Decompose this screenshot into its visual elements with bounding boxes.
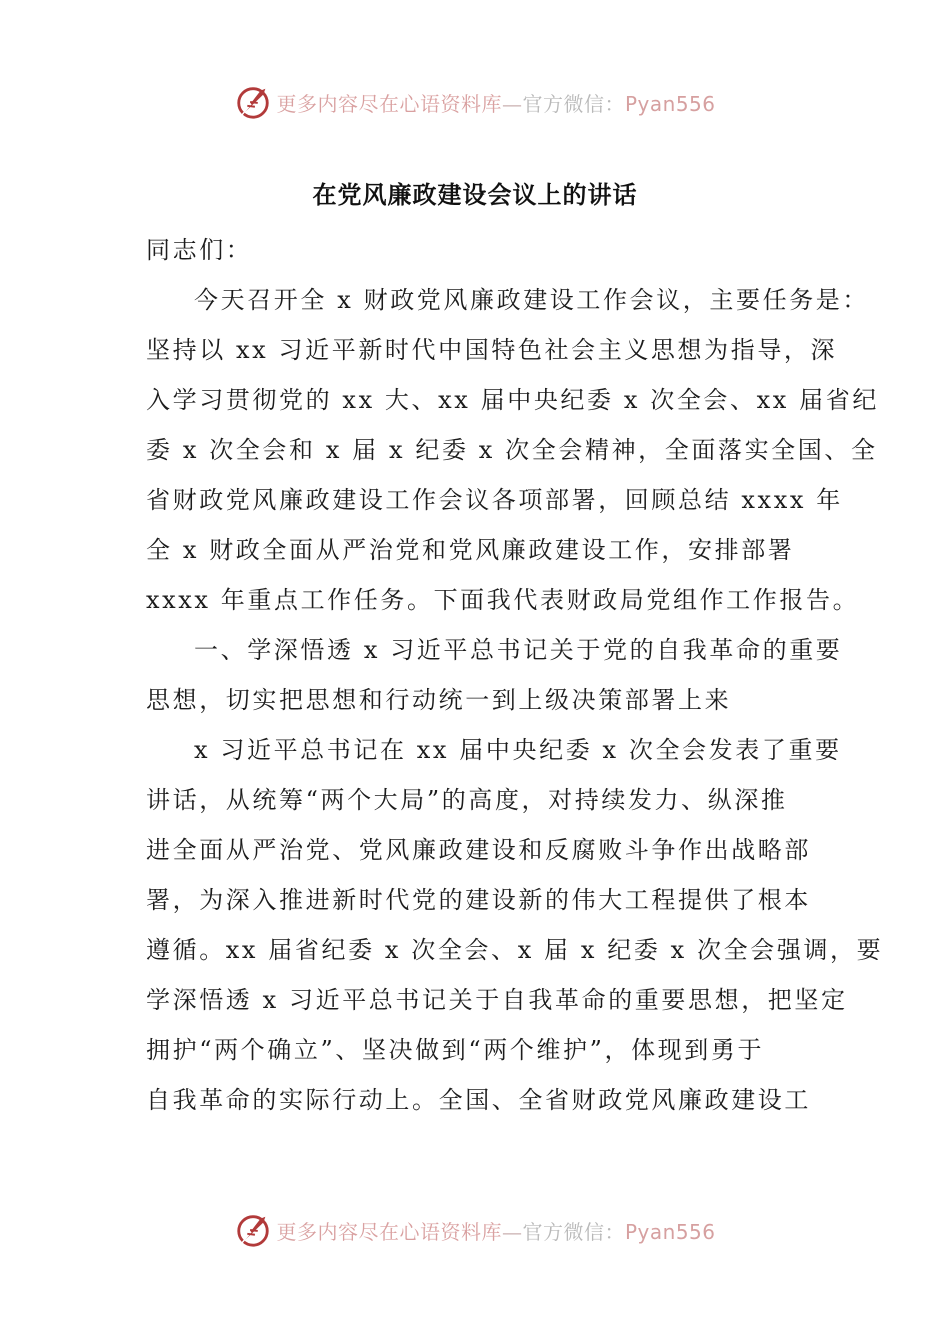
feather-pen-logo-icon bbox=[234, 83, 272, 121]
paragraph-line: 学深悟透 x 习近平总书记关于自我革命的重要思想，把坚定 bbox=[146, 986, 848, 1014]
document-body bbox=[146, 225, 884, 1125]
watermark-main-text: 更多内容尽在心语资料库 bbox=[276, 1219, 502, 1244]
footer-watermark bbox=[0, 1208, 950, 1252]
paragraph-line: 自我革命的实际行动上。全国、全省财政党风廉政建设工 bbox=[146, 1086, 811, 1114]
paragraph-line: 全 x 财政全面从严治党和党风廉政建设工作，安排部署 bbox=[146, 536, 795, 564]
watermark-text bbox=[276, 1216, 715, 1245]
salutation-line: 同志们： bbox=[146, 236, 253, 264]
watermark-contact-label: 官方微信： bbox=[522, 91, 625, 116]
paragraph-line: 委 x 次全会和 x 届 x 纪委 x 次全会精神，全面落实全国、全 bbox=[146, 436, 878, 464]
paragraph-line: 入学习贯彻党的 xx 大、xx 届中央纪委 x 次全会、xx 届省纪 bbox=[146, 386, 879, 414]
section-heading-line: 思想，切实把思想和行动统一到上级决策部署上来 bbox=[146, 686, 732, 714]
paragraph-line: x 习近平总书记在 xx 届中央纪委 x 次全会发表了重要 bbox=[194, 736, 842, 764]
watermark-dash: — bbox=[501, 1219, 523, 1244]
document-title: 在党风廉政建设会议上的讲话 bbox=[312, 181, 638, 209]
watermark-contact-id: Pyan556 bbox=[624, 1219, 716, 1244]
paragraph-line: 进全面从严治党、党风廉政建设和反腐败斗争作出战略部 bbox=[146, 836, 811, 864]
watermark-contact-id: Pyan556 bbox=[624, 91, 716, 116]
watermark-main-text: 更多内容尽在心语资料库 bbox=[276, 91, 502, 116]
paragraph-line: 讲话，从统筹“两个大局”的高度，对持续发力、纵深推 bbox=[146, 786, 788, 814]
header-watermark bbox=[0, 80, 950, 124]
paragraph-line: 省财政党风廉政建设工作会议各项部署，回顾总结 xxxx 年 bbox=[146, 486, 843, 514]
feather-pen-logo-icon bbox=[234, 1211, 272, 1249]
watermark-dash: — bbox=[501, 91, 523, 116]
paragraph-line: 署，为深入推进新时代党的建设新的伟大工程提供了根本 bbox=[146, 886, 811, 914]
paragraph-line: xxxx 年重点工作任务。下面我代表财政局党组作工作报告。 bbox=[146, 586, 860, 614]
paragraph-line: 坚持以 xx 习近平新时代中国特色社会主义思想为指导，深 bbox=[146, 336, 838, 364]
watermark-contact-label: 官方微信： bbox=[522, 1219, 625, 1244]
paragraph-line: 今天召开全 x 财政党风廉政建设工作会议，主要任务是： bbox=[194, 286, 869, 314]
paragraph-line: 拥护“两个确立”、坚决做到“两个维护”，体现到勇于 bbox=[146, 1036, 765, 1064]
watermark-text bbox=[276, 88, 715, 117]
paragraph-line: 遵循。xx 届省纪委 x 次全会、x 届 x 纪委 x 次全会强调，要 bbox=[146, 936, 884, 964]
section-heading-line: 一、学深悟透 x 习近平总书记关于党的自我革命的重要 bbox=[194, 636, 843, 664]
